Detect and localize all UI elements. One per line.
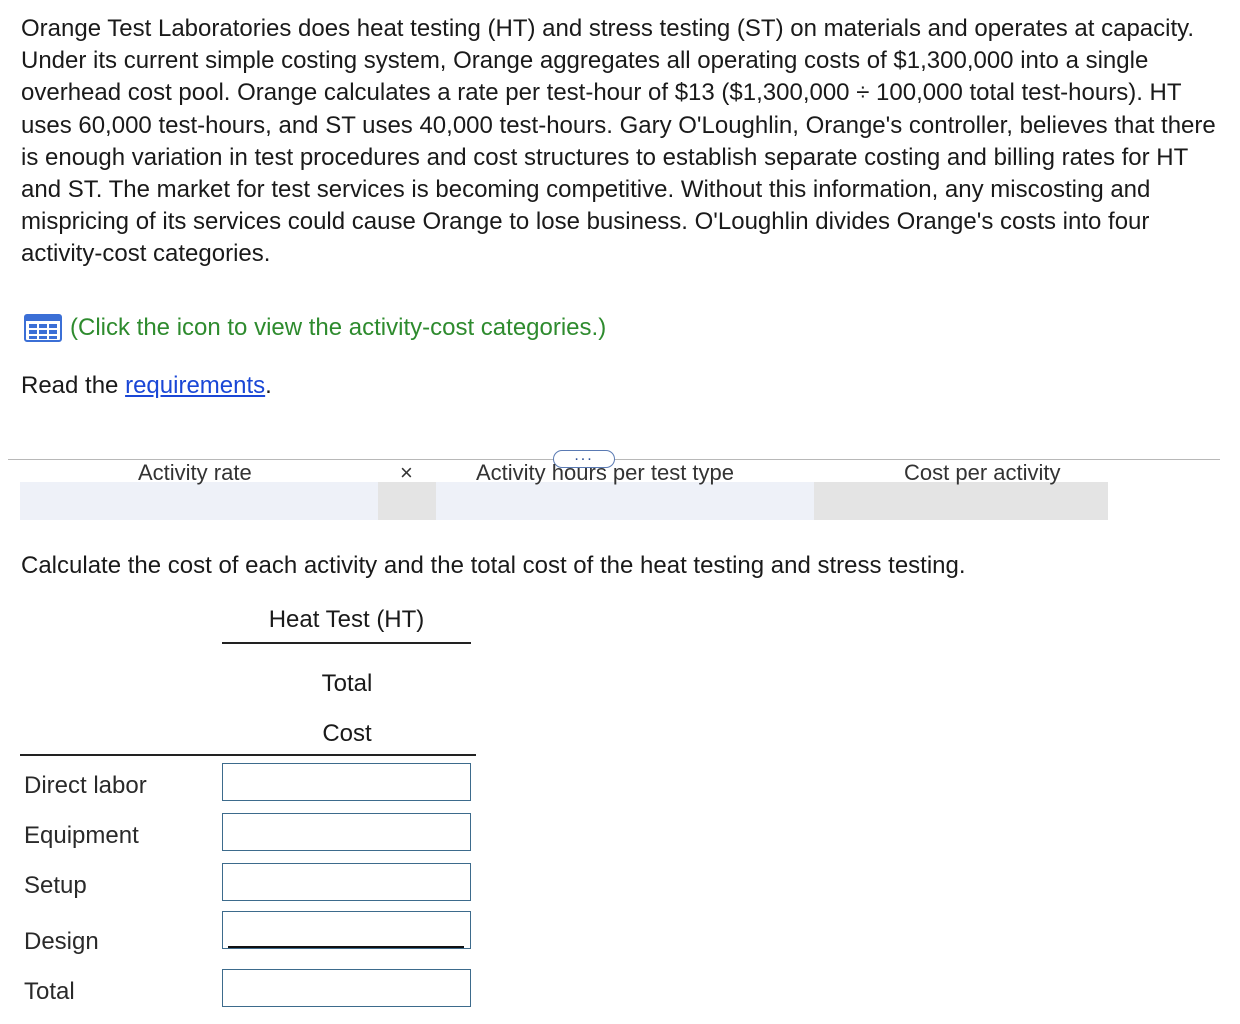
cut-header-times: × bbox=[400, 460, 413, 485]
row-label-total: Total bbox=[24, 978, 75, 1005]
total-cost-header-line2: Cost bbox=[322, 720, 372, 747]
cut-header-activity-hours: Activity hours per test type bbox=[476, 460, 734, 485]
table-grid-icon[interactable] bbox=[24, 314, 62, 342]
equipment-total-cost-input[interactable] bbox=[222, 813, 471, 851]
instruction-text: Calculate the cost of each activity and the total cost of the heat testing and stress testing. bbox=[21, 552, 966, 579]
subtotal-underline bbox=[228, 946, 464, 948]
row-label-setup: Setup bbox=[24, 872, 87, 899]
row-label-equipment: Equipment bbox=[24, 822, 139, 849]
read-suffix: . bbox=[265, 372, 272, 399]
cut-header-cost-per-activity: Cost per activity bbox=[904, 460, 1061, 485]
read-requirements bbox=[21, 372, 272, 400]
header-rule bbox=[20, 754, 476, 756]
click-icon-text[interactable]: (Click the icon to view the activity-cost categories.) bbox=[70, 314, 607, 341]
cut-header-activity-rate: Activity rate bbox=[138, 460, 252, 485]
setup-total-cost-input[interactable] bbox=[222, 863, 471, 901]
total-cost-input[interactable] bbox=[222, 969, 471, 1007]
row-label-direct-labor: Direct labor bbox=[24, 772, 147, 799]
activity-categories-link[interactable] bbox=[24, 312, 606, 344]
requirements-link[interactable]: requirements bbox=[125, 372, 266, 399]
read-prefix: Read the bbox=[21, 372, 126, 399]
design-total-cost-input[interactable] bbox=[222, 911, 471, 949]
row-label-design: Design bbox=[24, 928, 99, 955]
problem-text: Orange Test Laboratories does heat testing (HT) and stress testing (ST) on materials and operates at capacity. Under its current simple costing system, Orange aggregates all operating costs of $1,300,000 into a single overhead cost pool. Orange calculates a rate per test-hour of $13 ($1,300,000 ÷ 100,000 total test-hours). HT uses 60,000 test-hours, and ST uses 40,000 test-hours. Gary O'Loughlin, Orange's controller, believes that there is enough variation in test procedures and cost structures to establish separate costing and billing rates for HT and ST. The market for test services is becoming competitive. Without this information, any miscosting and mispricing of its services could cause Orange to lose business. O'Loughlin divides Orange's costs into four activity-cost categories. bbox=[21, 15, 1216, 268]
direct-labor-total-cost-input[interactable] bbox=[222, 763, 471, 801]
cut-off-header-strip bbox=[20, 460, 1108, 520]
total-cost-header-line1: Total bbox=[321, 670, 373, 697]
heat-test-header: Heat Test (HT) bbox=[222, 606, 471, 644]
ellipsis-icon[interactable]: ... bbox=[574, 447, 594, 464]
